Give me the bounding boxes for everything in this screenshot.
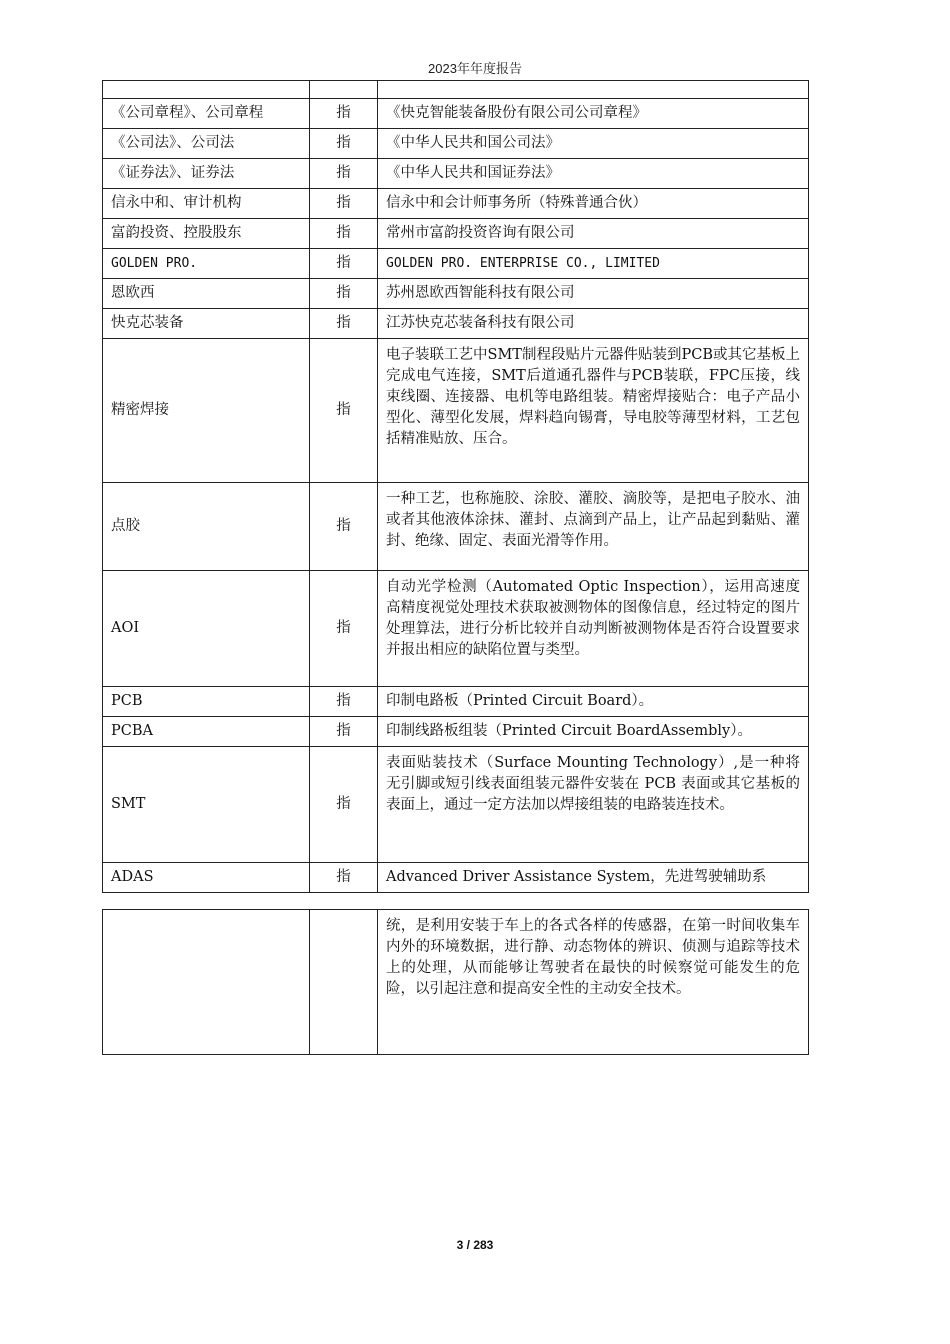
term-cell: SMT <box>103 747 310 863</box>
table-row <box>103 571 809 687</box>
mark-cell: 指 <box>310 99 378 129</box>
table-row <box>103 910 809 1055</box>
term-cell <box>103 910 310 1055</box>
table-row <box>103 129 809 159</box>
mark-cell: 指 <box>310 129 378 159</box>
mark-cell: 指 <box>310 279 378 309</box>
definition-cell: 电子装联工艺中SMT制程段贴片元器件贴装到PCB或其它基板上完成电气连接，SMT后道通孔器件与PCB装联，FPC压接，线束线圈、连接器、电机等电路组装。精密焊接贴合：电子产品小型化、薄型化发展，焊料趋向锡膏，导电胶等薄型材料，工艺包括精准贴放、压合。 <box>378 339 809 483</box>
table-row <box>103 717 809 747</box>
table-row <box>103 219 809 249</box>
definition-cell: 《中华人民共和国证券法》 <box>378 159 809 189</box>
definition-cell <box>378 81 809 99</box>
mark-cell: 指 <box>310 189 378 219</box>
table-row <box>103 159 809 189</box>
term-cell: 富韵投资、控股股东 <box>103 219 310 249</box>
term-cell: 精密焊接 <box>103 339 310 483</box>
definition-cell: 自动光学检测（Automated Optic Inspection），运用高速度高精度视觉处理技术获取被测物体的图像信息，经过特定的图片处理算法，进行分析比较并自动判断被测物体是否符合设置要求并报出相应的缺陷位置与类型。 <box>378 571 809 687</box>
mark-cell: 指 <box>310 571 378 687</box>
mark-cell <box>310 910 378 1055</box>
definition-cell: 《中华人民共和国公司法》 <box>378 129 809 159</box>
definition-cell: 《快克智能装备股份有限公司公司章程》 <box>378 99 809 129</box>
definition-cell: 苏州恩欧西智能科技有限公司 <box>378 279 809 309</box>
mark-cell: 指 <box>310 863 378 893</box>
mark-cell: 指 <box>310 339 378 483</box>
definitions-table-continued <box>102 909 809 1055</box>
definition-cell: 一种工艺，也称施胶、涂胶、灌胶、滴胶等，是把电子胶水、油或者其他液体涂抹、灌封、点滴到产品上，让产品起到黏贴、灌封、绝缘、固定、表面光滑等作用。 <box>378 483 809 571</box>
mark-cell: 指 <box>310 159 378 189</box>
mark-cell: 指 <box>310 687 378 717</box>
term-cell: ADAS <box>103 863 310 893</box>
table-row <box>103 249 809 279</box>
term-cell: PCB <box>103 687 310 717</box>
mark-cell: 指 <box>310 249 378 279</box>
term-cell <box>103 81 310 99</box>
term-cell: GOLDEN PRO. <box>103 249 310 279</box>
definition-cell: 表面贴装技术（Surface Mounting Technology）,是一种将无引脚或短引线表面组装元器件安装在 PCB 表面或其它基板的表面上，通过一定方法加以焊接组装的电路装连技术。 <box>378 747 809 863</box>
table-row <box>103 483 809 571</box>
definition-cell: 江苏快克芯装备科技有限公司 <box>378 309 809 339</box>
page-number: 3 / 283 <box>456 1238 494 1252</box>
table-row <box>103 99 809 129</box>
definition-cell: 常州市富韵投资咨询有限公司 <box>378 219 809 249</box>
definition-cell: 信永中和会计师事务所（特殊普通合伙） <box>378 189 809 219</box>
mark-cell: 指 <box>310 309 378 339</box>
definitions-table <box>102 80 809 893</box>
term-cell: PCBA <box>103 717 310 747</box>
table-row <box>103 747 809 863</box>
definition-cell: Advanced Driver Assistance System，先进驾驶辅助系 <box>378 863 809 893</box>
mark-cell: 指 <box>310 219 378 249</box>
mark-cell <box>310 81 378 99</box>
table-row <box>103 279 809 309</box>
table-row <box>103 309 809 339</box>
term-cell: AOI <box>103 571 310 687</box>
definition-cell: GOLDEN PRO. ENTERPRISE CO., LIMITED <box>378 249 809 279</box>
term-cell: 恩欧西 <box>103 279 310 309</box>
table-row <box>103 687 809 717</box>
definition-cell: 统，是利用安装于车上的各式各样的传感器，在第一时间收集车内外的环境数据，进行静、动态物体的辨识、侦测与追踪等技术上的处理，从而能够让驾驶者在最快的时候察觉可能发生的危险，以引起注意和提高安全性的主动安全技术。 <box>378 910 809 1055</box>
definition-cell: 印制电路板（Printed Circuit Board）。 <box>378 687 809 717</box>
term-cell: 《证券法》、证券法 <box>103 159 310 189</box>
definition-cell: 印制线路板组装（Printed Circuit BoardAssembly）。 <box>378 717 809 747</box>
mark-cell: 指 <box>310 747 378 863</box>
mark-cell: 指 <box>310 717 378 747</box>
term-cell: 《公司法》、公司法 <box>103 129 310 159</box>
term-cell: 《公司章程》、公司章程 <box>103 99 310 129</box>
table-row <box>103 863 809 893</box>
report-header: 2023年年度报告 <box>428 61 522 76</box>
table-row <box>103 81 809 99</box>
mark-cell: 指 <box>310 483 378 571</box>
table-row <box>103 189 809 219</box>
term-cell: 快克芯装备 <box>103 309 310 339</box>
term-cell: 点胶 <box>103 483 310 571</box>
table-row <box>103 339 809 483</box>
term-cell: 信永中和、审计机构 <box>103 189 310 219</box>
